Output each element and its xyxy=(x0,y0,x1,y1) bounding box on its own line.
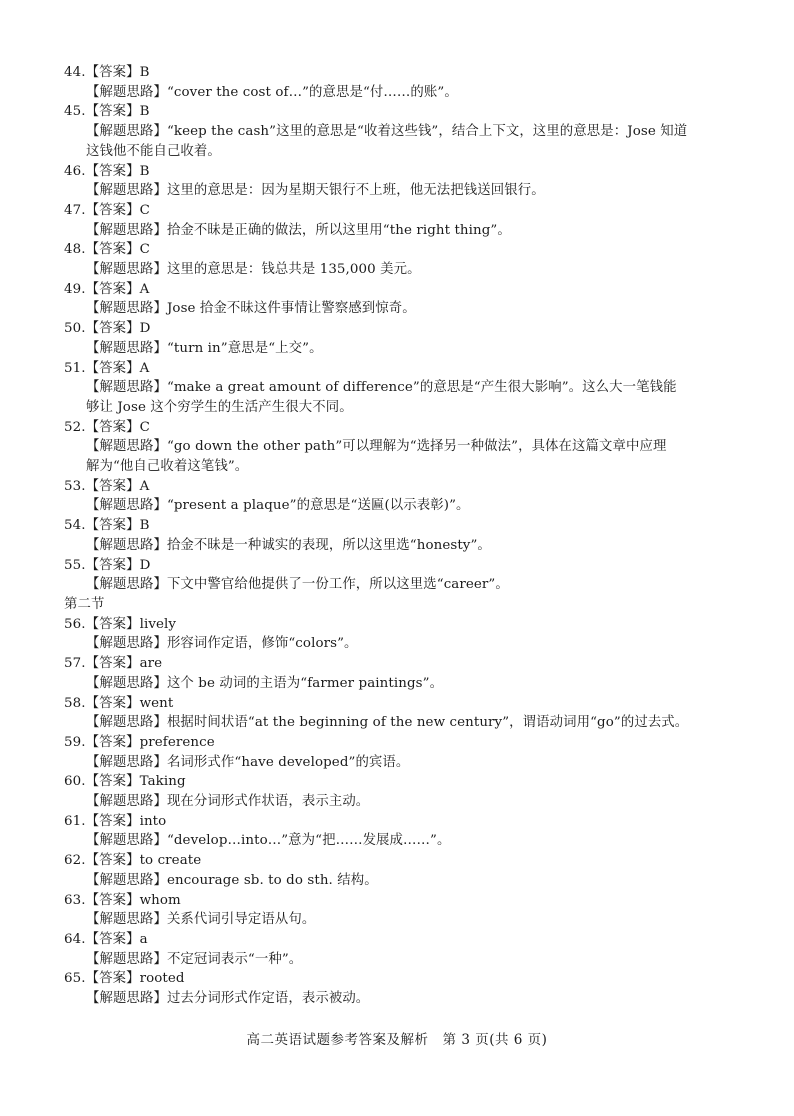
question-number: 59 xyxy=(64,734,82,750)
number-dot: . xyxy=(81,695,86,711)
answer-text: 【答案】are xyxy=(85,656,163,672)
page-footer: 高二英语试题参考答案及解析 第 3 页(共 6 页) xyxy=(246,1032,548,1048)
question-number: 52 xyxy=(64,419,82,435)
answer-text: 【答案】D xyxy=(85,557,151,573)
answer-line xyxy=(64,851,744,871)
question-number: 51 xyxy=(64,360,82,376)
analysis-line: 【解题思路】“cover the cost of…”的意思是“付……的账”。 xyxy=(86,84,458,100)
question-number: 53 xyxy=(64,478,82,494)
analysis-line: 【解题思路】“turn in”意思是“上交”。 xyxy=(86,340,323,356)
analysis-line: 【解题思路】拾金不昧是一种诚实的表现，所以这里选“honesty”。 xyxy=(86,537,491,553)
answer-text: 【答案】C xyxy=(85,202,150,218)
answer-text: 【答案】D xyxy=(85,321,151,337)
answer-line xyxy=(64,556,744,576)
answer-line xyxy=(64,733,744,753)
question-number: 50 xyxy=(64,321,82,337)
question-item xyxy=(64,891,744,930)
answer-line xyxy=(64,930,744,950)
analysis-line: 【解题思路】形容词作定语，修饰“colors”。 xyxy=(86,636,358,652)
analysis-line: 【解题思路】关系代词引导定语从句。 xyxy=(86,912,316,928)
analysis-line: 【解题思路】根据时间状语“at the beginning of the new century”，谓语动词用“go”的过去式。 xyxy=(86,715,689,731)
question-number: 58 xyxy=(64,695,82,711)
question-item xyxy=(64,162,744,201)
question-number: 63 xyxy=(64,892,82,908)
question-item xyxy=(64,201,744,240)
question-item xyxy=(64,359,744,418)
number-dot: . xyxy=(81,242,86,258)
answer-line xyxy=(64,201,744,221)
answer-text: 【答案】A xyxy=(85,360,150,376)
question-number: 64 xyxy=(64,931,82,947)
answer-line xyxy=(64,359,744,379)
answer-line xyxy=(64,102,744,122)
answer-text: 【答案】preference xyxy=(85,734,215,750)
number-dot: . xyxy=(81,774,86,790)
question-number: 65 xyxy=(64,971,82,987)
question-number: 55 xyxy=(64,557,82,573)
analysis-line: 【解题思路】下文中警官给他提供了一份工作，所以这里选“career”。 xyxy=(86,577,509,593)
number-dot: . xyxy=(81,971,86,987)
answer-text: 【答案】went xyxy=(85,695,174,711)
question-item xyxy=(64,930,744,969)
analysis-continuation: 解为“他自己收着这笔钱”。 xyxy=(86,459,249,475)
question-item xyxy=(64,694,744,733)
number-dot: . xyxy=(81,557,86,573)
number-dot: . xyxy=(81,656,86,672)
question-number: 56 xyxy=(64,616,82,632)
number-dot: . xyxy=(81,616,86,632)
answer-text: 【答案】B xyxy=(85,65,150,80)
question-item xyxy=(64,63,744,102)
question-item xyxy=(64,102,744,161)
question-item xyxy=(64,477,744,516)
question-item xyxy=(64,654,744,693)
question-item xyxy=(64,969,744,1008)
question-number: 49 xyxy=(64,281,82,297)
question-item xyxy=(64,418,744,477)
answer-line xyxy=(64,772,744,792)
number-dot: . xyxy=(81,478,86,494)
answer-line xyxy=(64,63,744,83)
analysis-line: 【解题思路】encourage sb. to do sth. 结构。 xyxy=(86,872,378,888)
answer-text: 【答案】B xyxy=(85,518,150,534)
answer-text: 【答案】a xyxy=(85,931,148,947)
answer-line xyxy=(64,615,744,635)
question-number: 44 xyxy=(64,65,82,80)
number-dot: . xyxy=(81,163,86,179)
answer-document xyxy=(64,63,744,1009)
question-number: 62 xyxy=(64,853,82,869)
number-dot: . xyxy=(81,853,86,869)
analysis-line: 【解题思路】“develop…into…”意为“把……发展成……”。 xyxy=(86,833,451,849)
answer-text: 【答案】rooted xyxy=(85,971,185,987)
analysis-line: 【解题思路】过去分词形式作定语，表示被动。 xyxy=(86,991,370,1007)
question-item xyxy=(64,851,744,890)
question-number: 46 xyxy=(64,163,82,179)
number-dot: . xyxy=(81,518,86,534)
answer-line xyxy=(64,969,744,989)
analysis-line: 【解题思路】“keep the cash”这里的意思是“收着这些钱”，结合上下文，这里的意思是：Jose 知道 xyxy=(86,124,688,140)
number-dot: . xyxy=(81,321,86,337)
question-item xyxy=(64,556,744,595)
answer-text: 【答案】to create xyxy=(85,853,202,869)
analysis-continuation: 这钱他不能自己收着。 xyxy=(86,143,221,159)
answer-line xyxy=(64,240,744,260)
answer-text: 【答案】A xyxy=(85,478,150,494)
analysis-line: 【解题思路】这里的意思是：钱总共是 135,000 美元。 xyxy=(86,262,421,278)
number-dot: . xyxy=(81,65,86,80)
analysis-line: 【解题思路】不定冠词表示“一种”。 xyxy=(86,951,303,967)
analysis-line: 【解题思路】Jose 拾金不昧这件事情让警察感到惊奇。 xyxy=(86,301,416,317)
answer-text: 【答案】B xyxy=(85,163,150,179)
number-dot: . xyxy=(81,931,86,947)
answer-text: 【答案】C xyxy=(85,242,150,258)
answer-line xyxy=(64,477,744,497)
question-number: 61 xyxy=(64,813,82,829)
number-dot: . xyxy=(81,813,86,829)
number-dot: . xyxy=(81,281,86,297)
answer-line xyxy=(64,418,744,438)
answer-text: 【答案】Taking xyxy=(85,774,186,790)
question-item xyxy=(64,615,744,654)
analysis-line: 【解题思路】“go down the other path”可以理解为“选择另一种做法”，具体在这篇文章中应理 xyxy=(86,439,667,455)
section-heading: 第二节 xyxy=(64,596,105,612)
question-item xyxy=(64,812,744,851)
analysis-continuation: 够让 Jose 这个穷学生的生活产生很大不同。 xyxy=(86,399,353,415)
number-dot: . xyxy=(81,360,86,376)
question-number: 47 xyxy=(64,202,82,218)
answer-text: 【答案】C xyxy=(85,419,150,435)
question-item xyxy=(64,319,744,358)
question-number: 60 xyxy=(64,774,82,790)
number-dot: . xyxy=(81,104,86,120)
number-dot: . xyxy=(81,892,86,908)
answer-line xyxy=(64,516,744,536)
question-item xyxy=(64,772,744,811)
analysis-line: 【解题思路】“present a plaque”的意思是“送匾(以示表彰)”。 xyxy=(86,498,470,514)
answer-line xyxy=(64,319,744,339)
question-number: 45 xyxy=(64,104,82,120)
answer-line xyxy=(64,812,744,832)
question-item xyxy=(64,516,744,555)
number-dot: . xyxy=(81,419,86,435)
analysis-line: 【解题思路】现在分词形式作状语，表示主动。 xyxy=(86,794,370,810)
answer-text: 【答案】A xyxy=(85,281,150,297)
question-item xyxy=(64,240,744,279)
answer-line xyxy=(64,891,744,911)
number-dot: . xyxy=(81,734,86,750)
answer-text: 【答案】whom xyxy=(85,892,181,908)
question-item xyxy=(64,733,744,772)
analysis-line: 【解题思路】拾金不昧是正确的做法，所以这里用“the right thing”。 xyxy=(86,222,511,238)
question-number: 48 xyxy=(64,242,82,258)
answer-text: 【答案】into xyxy=(85,813,167,829)
analysis-line: 【解题思路】这里的意思是：因为星期天银行不上班，他无法把钱送回银行。 xyxy=(86,183,545,199)
answer-line xyxy=(64,694,744,714)
number-dot: . xyxy=(81,202,86,218)
answer-text: 【答案】B xyxy=(85,104,150,120)
answer-line xyxy=(64,654,744,674)
answer-line xyxy=(64,162,744,182)
analysis-line: 【解题思路】这个 be 动词的主语为“farmer paintings”。 xyxy=(86,675,444,691)
question-item xyxy=(64,280,744,319)
analysis-line: 【解题思路】名词形式作“have developed”的宾语。 xyxy=(86,754,410,770)
analysis-line: 【解题思路】“make a great amount of difference”的意思是“产生很大影响”。这么大一笔钱能 xyxy=(86,380,677,396)
answer-line xyxy=(64,280,744,300)
question-number: 54 xyxy=(64,518,82,534)
answer-text: 【答案】lively xyxy=(85,616,177,632)
question-number: 57 xyxy=(64,656,82,672)
